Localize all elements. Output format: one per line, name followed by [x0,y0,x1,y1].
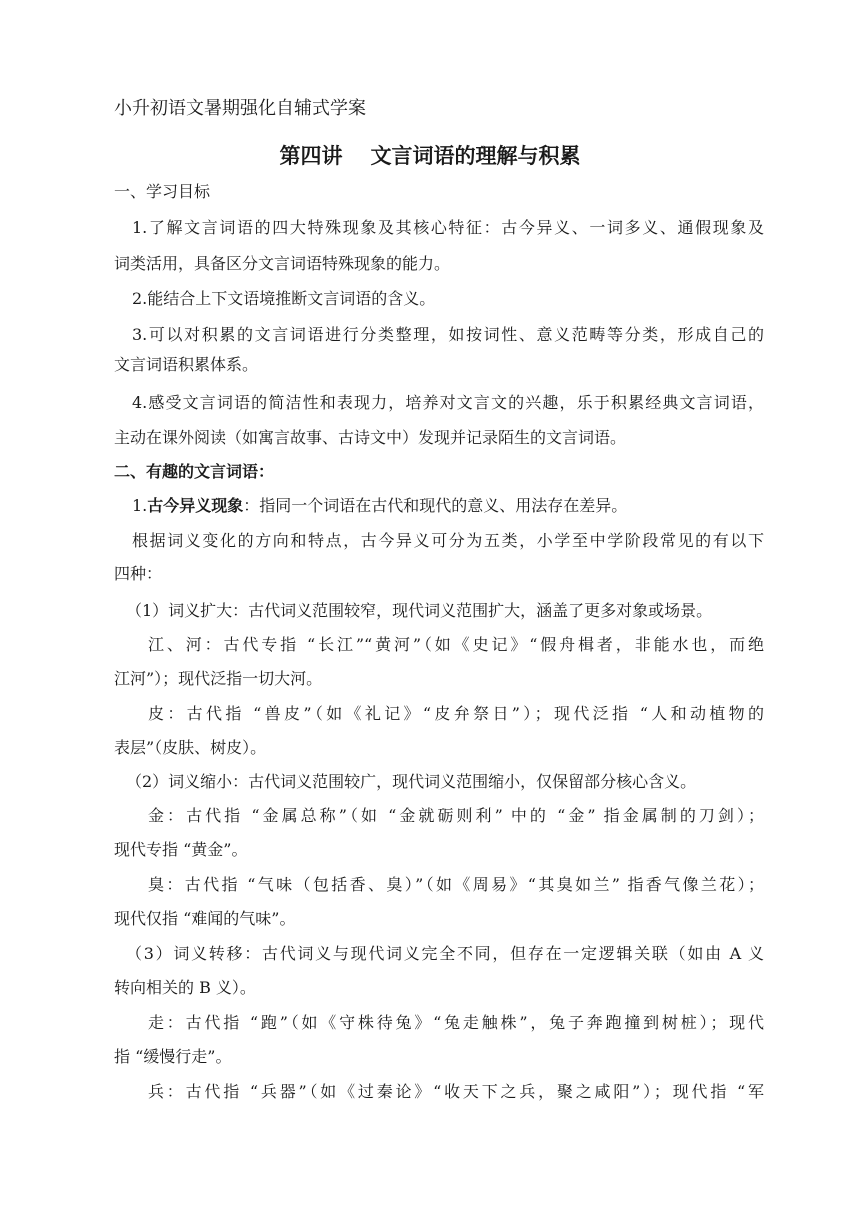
category-2-example-1-line-2: 现代专指 “黄金”。 [114,840,248,859]
page-title [0,143,860,169]
intro-line-1: 根据词义变化的方向和特点，古今异义可分为五类，小学至中学阶段常见的有以下 [132,531,764,550]
category-1-heading: （1）词义扩大：古代词义范围较窄，现代词义范围扩大，涵盖了更多对象或场景。 [126,601,713,620]
goal-1-line-2: 词类活用，具备区分文言词语特殊现象的能力。 [114,254,451,273]
category-2-example-1-line-1: 金：古代指 “金属总称”（如 “金就砺则利” 中的 “金” 指金属制的刀剑）； [148,806,764,825]
category-3-example-1-line-2: 指 “缓慢行走”。 [114,1047,232,1066]
category-1-example-1-line-2: 江河”）；现代泛指一切大河。 [114,669,323,688]
category-3-example-1-line-1: 走：古代指 “跑”（如《守株待兔》“兔走触株”，兔子奔跑撞到树桩）；现代 [148,1013,764,1032]
category-1-example-2-line-1: 皮：古代指 “兽皮”（如《礼记》“皮弁祭日”）；现代泛指 “人和动植物的 [148,704,764,723]
document-header: 小升初语文暑期强化自辅式学案 [114,98,366,119]
goal-3-line-1: 3.可以对积累的文言词语进行分类整理，如按词性、意义范畴等分类，形成自己的 [132,325,764,344]
point-1 [132,496,764,516]
goal-4-line-1: 4.感受文言词语的简洁性和表现力，培养对文言文的兴趣，乐于积累经典文言词语， [132,393,764,412]
goal-3-line-2: 文言词语积累体系。 [114,355,259,374]
point-1-definition: ：指同一个词语在古代和现代的意义、用法存在差异。 [243,496,628,515]
lecture-number: 第四讲 [279,143,343,168]
category-3-example-2-line-1: 兵：古代指 “兵器”（如《过秦论》“收天下之兵，聚之咸阳”）；现代指 “军 [148,1082,764,1101]
category-2-example-2-line-1: 臭：古代指 “气味（包括香、臭）”（如《周易》“其臭如兰” 指香气像兰花）； [148,875,764,894]
point-1-term: 古今异义现象 [147,496,244,515]
category-2-heading: （2）词义缩小：古代词义范围较广，现代词义范围缩小，仅保留部分核心含义。 [126,772,697,791]
lecture-topic: 文言词语的理解与积累 [370,143,581,168]
category-2-example-2-line-2: 现代仅指 “难闻的气味”。 [114,909,296,928]
goal-2: 2.能结合上下文语境推断文言词语的含义。 [132,289,436,308]
category-3-heading-line-2: 转向相关的 B 义）。 [114,978,256,997]
category-3-heading-line-1: （3）词义转移：古代词义与现代词义完全不同，但存在一定逻辑关联（如由 A 义 [126,944,764,963]
point-1-number: 1. [132,496,148,515]
category-1-example-1-line-1: 江、河：古代专指 “长江”“黄河”（如《史记》“假舟楫者，非能水也，而绝 [148,635,764,654]
goal-1-line-1: 1.了解文言词语的四大特殊现象及其核心特征：古今异义、一词多义、通假现象及 [132,218,764,237]
section-heading-fun: 二、有趣的文言词语： [114,462,275,481]
category-1-example-2-line-2: 表层”（皮肤、树皮）。 [114,738,267,757]
intro-line-2: 四种： [114,564,163,583]
section-heading-goals: 一、学习目标 [114,182,211,201]
goal-4-line-2: 主动在课外阅读（如寓言故事、古诗文中）发现并记录陌生的文言词语。 [114,428,627,447]
